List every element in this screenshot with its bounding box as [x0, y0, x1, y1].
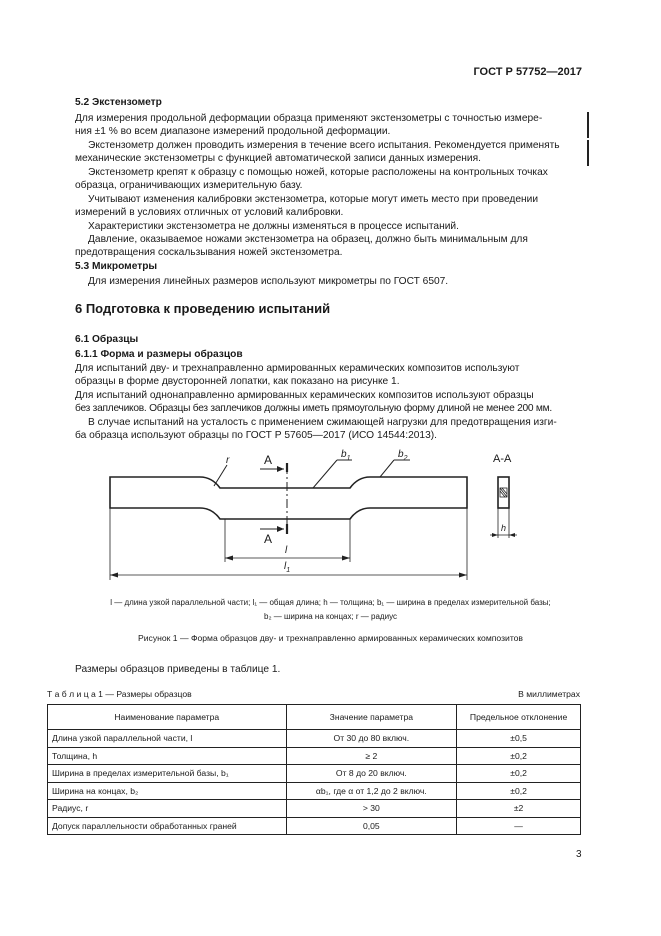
section-heading: 6.1 Образцы	[75, 334, 139, 345]
paragraph	[88, 139, 580, 152]
table-row	[48, 765, 581, 783]
standard-code: ГОСТ Р 57752—2017	[473, 66, 582, 78]
leader-r	[214, 465, 227, 486]
specimen-outline	[110, 477, 467, 519]
table-header-row	[48, 705, 581, 730]
paragraph	[75, 206, 580, 219]
table-row	[48, 800, 581, 818]
text-line: образцы в форме двусторонней лопатки, как показано на рисунке 1.	[75, 376, 400, 387]
section-6-1-1	[75, 348, 580, 361]
table-cell: ±0,2	[457, 782, 581, 800]
figure-legend-1: l — длина узкой параллельной части; l₁ — общая длина; h — толщина; b₁ — ширина в пределах измерительной базы;	[110, 598, 551, 607]
table-cell: Допуск параллельности обработанных граней	[48, 817, 287, 835]
label-l1	[284, 561, 290, 574]
paragraph	[75, 375, 580, 388]
text-line: измерений в условиях отличных от условий калибровки.	[75, 207, 344, 218]
paragraph	[88, 233, 580, 246]
label-l1-sub: 1	[286, 567, 291, 574]
paragraph	[75, 246, 580, 259]
paragraph	[75, 125, 580, 138]
change-bar	[587, 140, 589, 166]
label-b2	[398, 449, 407, 462]
text-line: Экстензометр крепят к образцу с помощью ножей, которые расположены на контрольных точках	[88, 167, 548, 178]
table-cell: Ширина в пределах измерительной базы, b₁	[48, 765, 287, 783]
text-line: ба образца используют образцы по ГОСТ Р 57605—2017 (ИСО 14544:2013).	[75, 430, 437, 441]
paragraph	[75, 112, 580, 125]
dimensions-table	[47, 704, 581, 835]
text-line: Для испытаний дву- и трехнаправленно армированных керамических композитов используют	[75, 363, 520, 374]
label-b1-sub: 1	[346, 455, 351, 462]
table-row	[48, 730, 581, 748]
table-cell: ±0,5	[457, 730, 581, 748]
table-cell: Ширина на концах, b₂	[48, 782, 287, 800]
table-header: Значение параметра	[286, 705, 457, 730]
paragraph	[88, 166, 580, 179]
text-line: Для испытаний однонаправленно армированных керамических композитов используют образцы	[75, 390, 534, 401]
paragraph	[75, 152, 580, 165]
paragraph	[88, 220, 580, 233]
label-b2-sub: 2	[403, 455, 408, 462]
table-cell: 0,05	[286, 817, 457, 835]
table-cell: αb₁, где α от 1,2 до 2 включ.	[286, 782, 457, 800]
text-line: Учитывают изменения калибровки экстензометра, которые могут иметь место при проведении	[88, 194, 539, 205]
section-6	[75, 302, 580, 315]
table-cell: ≥ 2	[286, 747, 457, 765]
paragraph	[88, 193, 580, 206]
section-heading: 6 Подготовка к проведению испытаний	[75, 301, 331, 316]
figure-title: Рисунок 1 — Форма образцов дву- и трехнаправленно армированных керамических композитов	[138, 633, 523, 643]
table-header: Наименование параметра	[48, 705, 287, 730]
table-cell: —	[457, 817, 581, 835]
section-heading: 5.2 Экстензометр	[75, 97, 162, 108]
table-cell: ±0,2	[457, 747, 581, 765]
table-row	[48, 782, 581, 800]
label-r: r	[226, 455, 230, 466]
label-b2-main: b	[398, 449, 404, 460]
section-6-1	[75, 333, 580, 346]
figure-legend-2: b₂ — ширина на концах; r — радиус	[264, 612, 397, 621]
label-b1	[341, 449, 350, 462]
table-row	[48, 747, 581, 765]
table-row	[48, 817, 581, 835]
label-section-bottom: A	[264, 532, 273, 546]
text-line: Экстензометр должен проводить измерения в течение всего испытания. Рекомендуется применять	[88, 140, 560, 151]
text-line: Давление, оказываемое ножами экстензометра на образец, должно быть минимальным для	[88, 234, 528, 245]
text-line: ния ±1 % во всем диапазоне измерений продольной деформации.	[75, 126, 391, 137]
label-h: h	[501, 523, 507, 533]
section-5-3	[75, 260, 580, 273]
label-l: l	[285, 545, 288, 556]
table-intro	[75, 663, 580, 676]
text-line: механические экстензометры с функцией автоматической записи данных измерения.	[75, 153, 481, 164]
change-bar	[587, 112, 589, 138]
label-section-top: A	[264, 453, 273, 467]
table-caption: Т а б л и ц а 1 — Размеры образцов	[47, 689, 192, 699]
table-header: Предельное отклонение	[457, 705, 581, 730]
specimen-drawing	[0, 440, 661, 585]
text-line: предотвращения соскальзывания ножей экстензометра.	[75, 247, 343, 258]
leader-b1	[313, 460, 337, 488]
page-number: 3	[576, 849, 582, 860]
table-cell: От 8 до 20 включ.	[286, 765, 457, 783]
section-5-2	[75, 96, 580, 109]
table-cell: ±2	[457, 800, 581, 818]
label-l1-main: l	[284, 561, 287, 572]
table-cell: ±0,2	[457, 765, 581, 783]
section-heading: 6.1.1 Форма и размеры образцов	[75, 349, 243, 360]
label-b1-main: b	[341, 449, 347, 460]
paragraph	[75, 179, 580, 192]
table-cell: От 30 до 80 включ.	[286, 730, 457, 748]
text-line: образца, ограничивающих измерительную базу.	[75, 180, 303, 191]
paragraph	[75, 389, 580, 402]
text-line: Характеристики экстензометра не должны изменяться в процессе испытаний.	[88, 221, 459, 232]
paragraph	[75, 362, 580, 375]
text-line: В случае испытаний на усталость с применением сжимающей нагрузки для предотвращения изги-	[88, 417, 557, 428]
text-line: Размеры образцов приведены в таблице 1.	[75, 664, 281, 675]
label-section-view: A-A	[493, 453, 512, 465]
text-line: Для измерения линейных размеров используют микрометры по ГОСТ 6507.	[88, 276, 449, 287]
leader-b2	[380, 460, 394, 477]
table-cell: > 30	[286, 800, 457, 818]
text-line: Для измерения продольной деформации образца применяют экстензометры с точностью измере-	[75, 113, 543, 124]
section-heading: 5.3 Микрометры	[75, 261, 158, 272]
table-units: В миллиметрах	[518, 689, 580, 699]
paragraph	[88, 275, 580, 288]
table-cell: Толщина, h	[48, 747, 287, 765]
text-line: без заплечиков. Образцы без заплечиков должны иметь прямоугольную форму длиной не менее 200 мм.	[75, 403, 553, 414]
table-cell: Длина узкой параллельной части, l	[48, 730, 287, 748]
paragraph	[88, 416, 580, 429]
paragraph	[75, 402, 580, 415]
table-cell: Радиус, r	[48, 800, 287, 818]
